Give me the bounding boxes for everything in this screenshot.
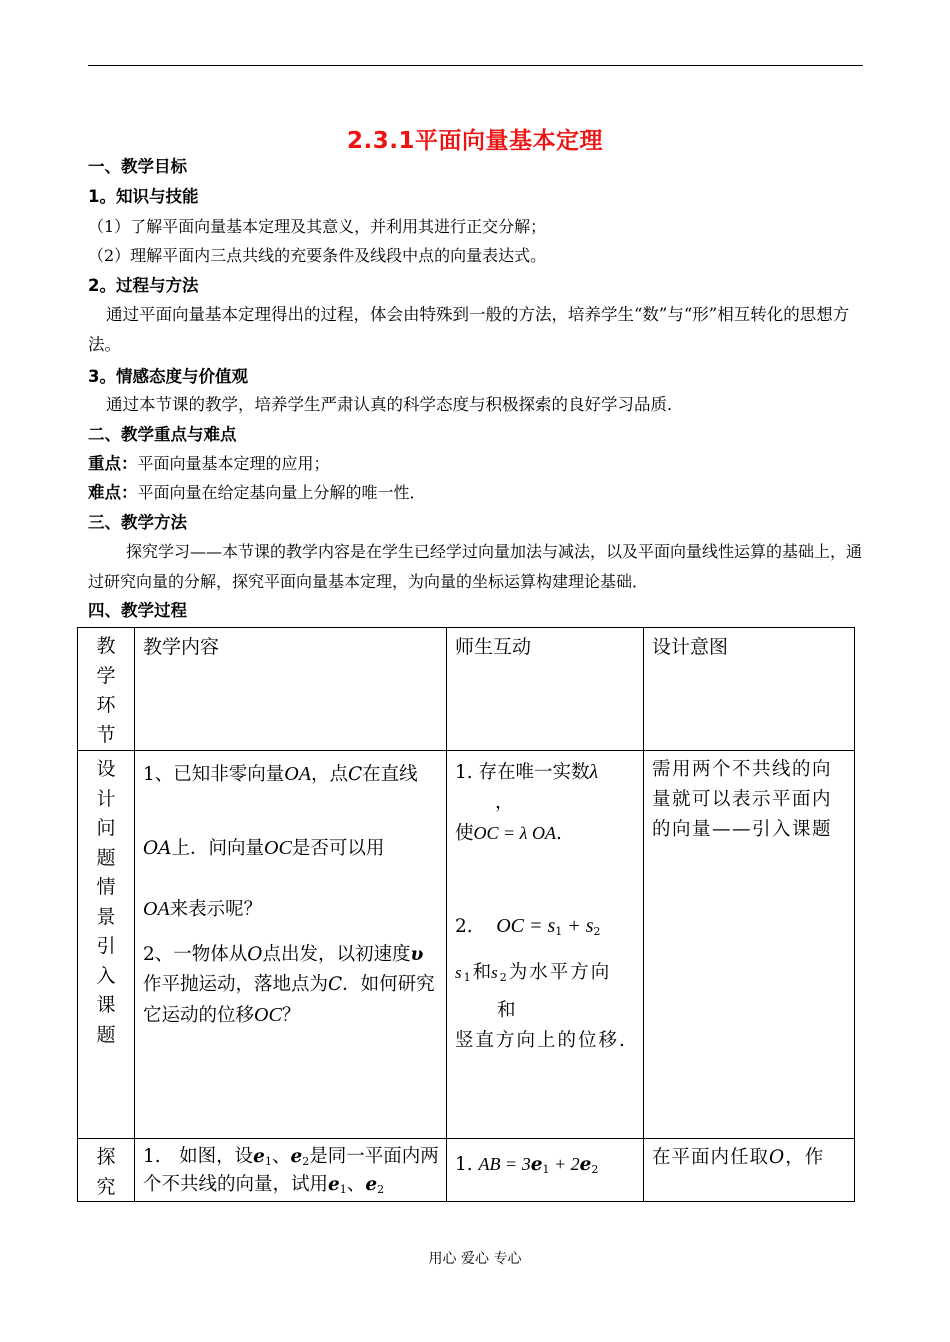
header-stage: 教学环节 (96, 635, 116, 746)
interaction-2: 2. OC = $s_1 + s_2$ (455, 915, 601, 938)
explore-purpose: 在平面内任取O，作 (652, 1147, 825, 1168)
stage-intro: 设计问题情景引入课题 (96, 758, 116, 1046)
difficult-point-text: 平面向量在给定基向量上分解的唯一性． (137, 483, 426, 502)
interaction-2-desc: $s_1$和$s_2$为水平方向 和 竖直方向上的位移. (455, 962, 627, 1051)
difficult-point-label: 难点： (88, 483, 138, 502)
key-point (88, 453, 330, 475)
header-purpose: 设计意图 (652, 636, 729, 658)
page-footer: 用心 爱心 专心 (428, 1251, 522, 1267)
section-teaching-process: 四、教学过程 (88, 601, 187, 620)
velocity-symbol: υ (410, 944, 424, 965)
explore-interaction: 1. AB = $3e_1 + 2e_2$ (455, 1154, 599, 1176)
teaching-method-text: 探究学习——本节课的教学内容是在学生已经学过向量加法与减法，以及平面向量线性运算的基础上，通过研究向量的分解，探究平面向量基本定理，为向量的坐标运算构建理论基础． (88, 542, 863, 591)
section-key-difficult: 二、教学重点与难点 (88, 425, 237, 444)
attitude-values-text: 通过本节课的教学，培养学生严肃认真的科学态度与积极探索的良好学习品质． (106, 395, 684, 414)
question-1: 1、已知非零向量OA，点C在直线 (143, 763, 418, 785)
vector-oa: OA (284, 763, 311, 785)
table-header-row (78, 628, 855, 751)
vector-oc: OC (264, 837, 292, 859)
interaction-1: 1. 存在唯一实数λ ， 使OC = λ OA. (455, 761, 599, 844)
table-row (78, 751, 855, 1139)
goal-item-1: （1）了解平面向量基本定理及其意义，并利用其进行正交分解； (88, 217, 547, 236)
goal-item-2: （2）理解平面内三点共线的充要条件及线段中点的向量表达式。 (88, 246, 547, 265)
key-point-text: 平面向量基本定理的应用； (137, 454, 330, 473)
header-rule (88, 65, 863, 66)
header-interaction: 师生互动 (455, 636, 532, 658)
equation-oc-lambda-oa: OC = λ OA (473, 823, 556, 843)
explore-content: 1. 如图，设$e_1$、$e_2$是同一平面内两个不共线的向量，试用$e_1$、$e_2$ (143, 1146, 439, 1195)
key-point-label: 重点： (88, 454, 138, 473)
process-method-text: 通过平面向量基本定理得出的过程，体会由特殊到一般的方法，培养学生“数”与“形”相互转化的思想方法。 (88, 305, 850, 354)
header-content: 教学内容 (143, 636, 220, 658)
teaching-process-table (77, 627, 855, 1202)
vector-oa-2: OA (143, 898, 170, 920)
purpose-intro: 需用两个不共线的向量就可以表示平面内的向量——引入课题 (652, 759, 833, 840)
difficult-point (88, 482, 426, 504)
subsection-attitude-values: 3。情感态度与价值观 (88, 367, 248, 386)
table-row (78, 1139, 855, 1202)
section-teaching-method: 三、教学方法 (88, 513, 187, 532)
vector-oc-2: OC (254, 1004, 282, 1026)
question-2: 2、一物体从O点出发，以初速度υ作平抛运动，落地点为C．如何研究它运动的位移OC？ (143, 944, 435, 1026)
page-title: 2.3.1平面向量基本定理 (347, 128, 603, 154)
subsection-knowledge-skills: 1。知识与技能 (88, 187, 199, 206)
section-teaching-goals: 一、教学目标 (88, 157, 187, 176)
subsection-process-method: 2。过程与方法 (88, 276, 199, 295)
question-1-cont: OA上．问向量OC是否可以用 OA来表示呢？ (143, 837, 385, 920)
stage-explore: 探究 (96, 1146, 116, 1195)
